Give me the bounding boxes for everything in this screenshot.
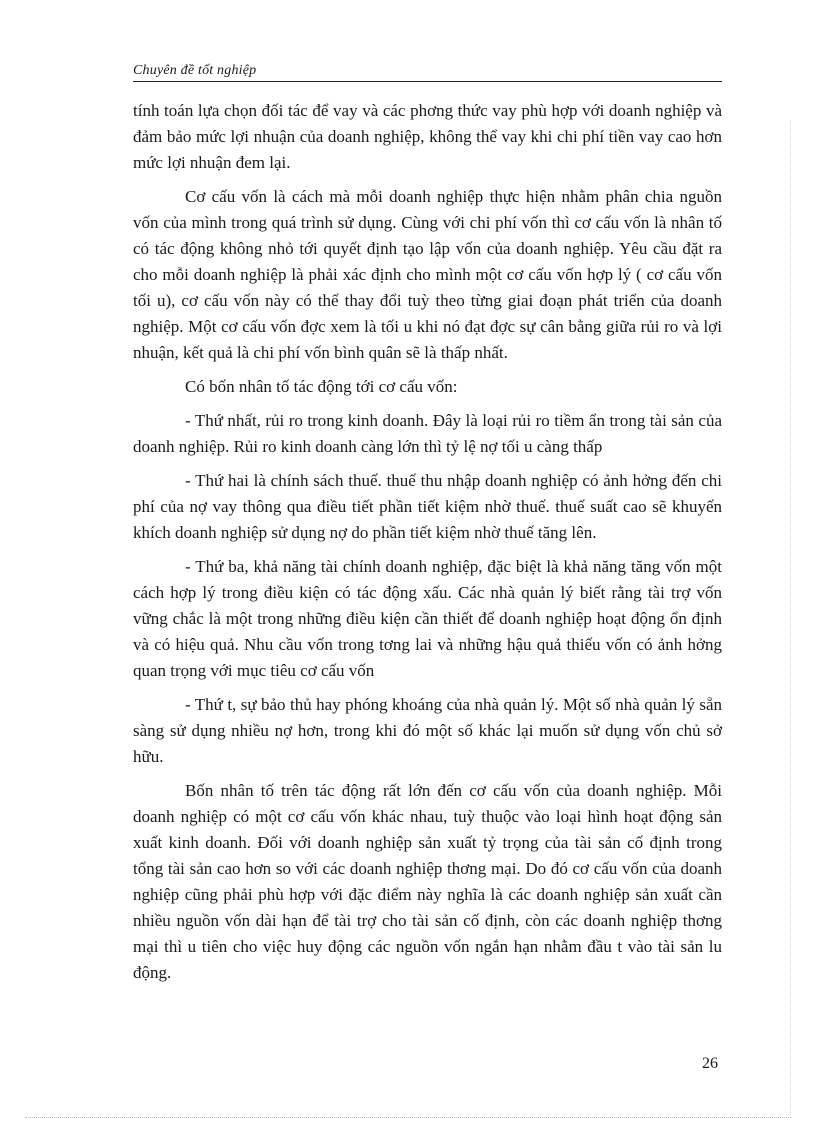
page-edge-divider <box>25 1117 791 1118</box>
page-header <box>133 64 722 82</box>
paragraph: Cơ cấu vốn là cách mà mỗi doanh nghiệp thực hiện nhằm phân chia nguồn vốn của mình trong quá trình sử dụng. Cùng với chi phí vốn thì cơ cấu vốn là nhân tố có tác động không nhỏ tới quyết định tạo lập vốn của doanh nghiệp. Yêu cầu đặt ra cho mỗi doanh nghiệp là phải xác định cho mình một cơ cấu vốn hợp lý ( cơ cấu vốn tối u), cơ cấu vốn này có thể thay đổi tuỳ theo từng giai đoạn phát triển của doanh nghiệp. Một cơ cấu vốn đợc xem là tối u khi nó đạt đợc sự cân bằng giữa rủi ro và lợi nhuận, kết quả là chi phí vốn bình quân sẽ là thấp nhất. <box>133 187 722 362</box>
paragraph: Có bốn nhân tố tác động tới cơ cấu vốn: <box>185 377 458 396</box>
list-item: - Thứ hai là chính sách thuế. thuế thu nhập doanh nghiệp có ảnh hởng đến chi phí của nợ vay thông qua điều tiết phần tiết kiệm nhờ thuế. thuế suất cao sẽ khuyến khích doanh nghiệp sử dụng nợ do phần tiết kiệm nhờ thuế tăng lên. <box>133 471 722 542</box>
list-item: - Thứ ba, khả năng tài chính doanh nghiệp, đặc biệt là khả năng tăng vốn một cách hợp lý trong điều kiện có tác động xấu. Các nhà quản lý biết rằng tài trợ vốn vững chắc là một trong những điều kiện cần thiết để doanh nghiệp hoạt động ổn định và có hiệu quả. Nhu cầu vốn trong tơng lai và những hậu quả thiếu vốn có ảnh hởng quan trọng với mục tiêu cơ cấu vốn <box>133 557 722 680</box>
list-item: - Thứ t, sự bảo thủ hay phóng khoáng của nhà quản lý. Một số nhà quản lý sẵn sàng sử dụng nhiều nợ hơn, trong khi đó một số khác lại muốn sử dụng vốn chủ sở hữu. <box>133 695 722 766</box>
paragraph: Bốn nhân tố trên tác động rất lớn đến cơ cấu vốn của doanh nghiệp. Mỗi doanh nghiệp có một cơ cấu vốn khác nhau, tuỳ thuộc vào loại hình hoạt động sản xuất kinh doanh. Đối với doanh nghiệp sản xuất tỷ trọng của tài sản cố định trong tổng tài sản cao hơn so với các doanh nghiệp thơng mại. Do đó cơ cấu vốn của doanh nghiệp cũng phải phù hợp với đặc điểm này nghĩa là các doanh nghiệp sản xuất cần nhiều nguồn vốn dài hạn để tài trợ cho tài sản cố định, còn các doanh nghiệp thơng mại thì u tiên cho việc huy động các nguồn vốn ngắn hạn nhằm đầu t vào tài sản lu động. <box>133 781 722 982</box>
list-item: - Thứ nhất, rủi ro trong kinh doanh. Đây là loại rủi ro tiềm ẩn trong tài sản của doanh nghiệp. Rủi ro kinh doanh càng lớn thì tỷ lệ nợ tối u càng thấp <box>133 411 722 456</box>
document-body <box>133 98 722 994</box>
page-edge-divider <box>790 120 791 1115</box>
page-number: 26 <box>702 1055 718 1072</box>
paragraph: tính toán lựa chọn đối tác để vay và các phơng thức vay phù hợp với doanh nghiệp và đảm bảo mức lợi nhuận của doanh nghiệp, không thể vay khi chi phí tiền vay cao hơn mức lợi nhuận đem lại. <box>133 101 722 172</box>
header-title: Chuyên đề tốt nghiệp <box>133 63 257 78</box>
